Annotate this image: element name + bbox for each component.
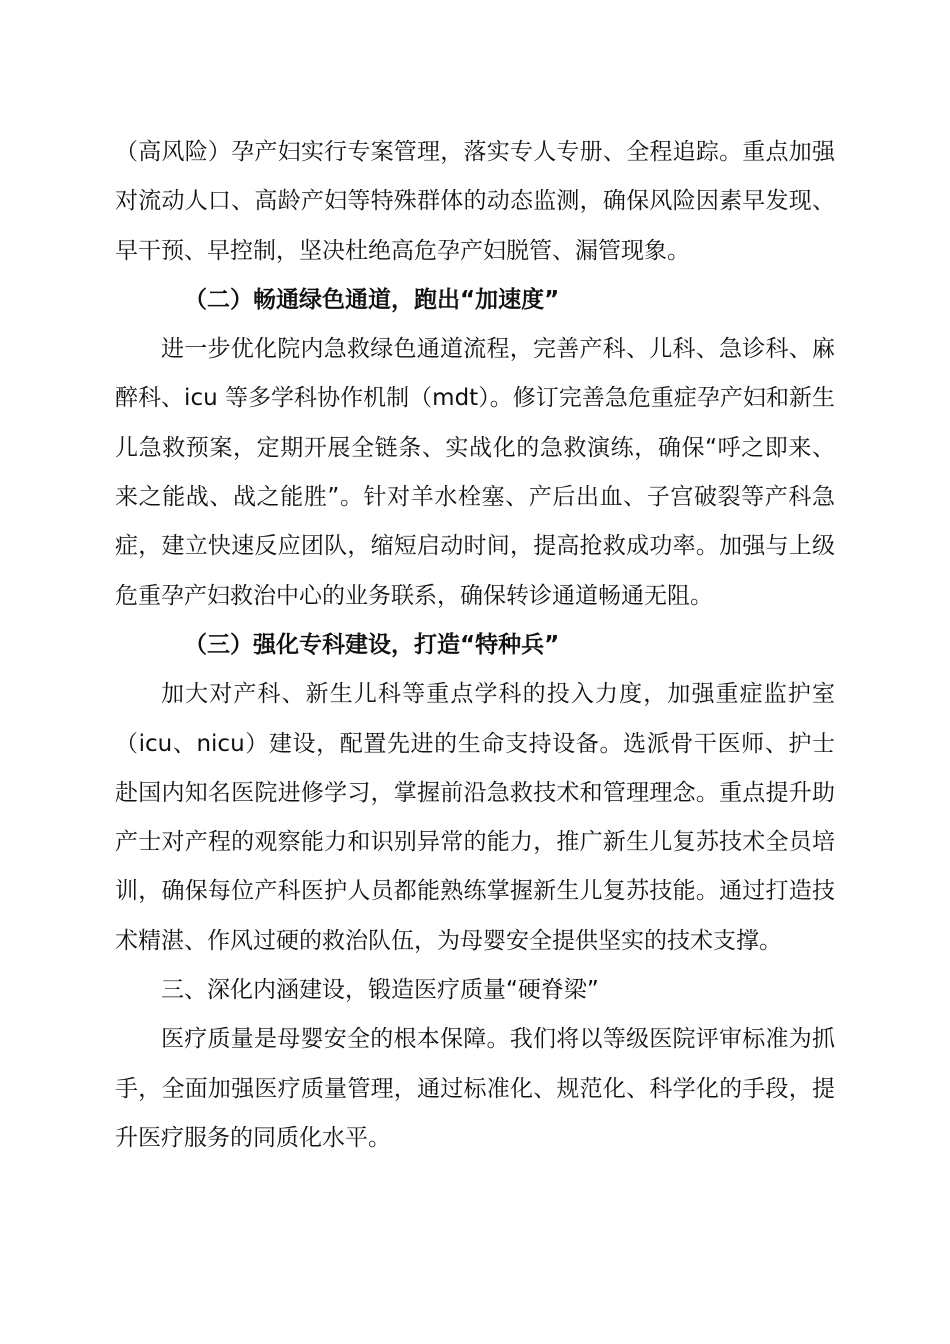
section-heading-quality: 三、深化内涵建设，锻造医疗质量“硬脊梁” — [161, 977, 599, 1004]
paragraph-continuation: （高风险）孕产妇实行专案管理，落实专人专册、全程追踪。重点加强对流动人口、高龄产妇等特殊群体的动态监测，确保风险因素早发现、早干预、早控制，坚决杜绝高危孕产妇脱管、漏管现象。 — [115, 139, 835, 264]
document-body — [115, 128, 835, 1163]
paragraph-quality: 医疗质量是母婴安全的根本保障。我们将以等级医院评审标准为抓手，全面加强医疗质量管理，通过标准化、规范化、科学化的手段，提升医疗服务的同质化水平。 — [115, 1026, 835, 1151]
paragraph-green-channel: 进一步优化院内急救绿色通道流程，完善产科、儿科、急诊科、麻醉科、icu 等多学科协作机制（mdt）。修订完善急危重症孕产妇和新生儿急救预案，定期开展全链条、实战化的急救演练，确保“呼之即来、来之能战、战之能胜”。针对羊水栓塞、产后出血、子宫破裂等产科急症，建立快速反应团队，缩短启动时间，提高抢救成功率。加强与上级危重孕产妇救治中心的业务联系，确保转诊通道畅通无阻。 — [115, 336, 835, 609]
paragraph-specialty-building: 加大对产科、新生儿科等重点学科的投入力度，加强重症监护室（icu、nicu）建设，配置先进的生命支持设备。选派骨干医师、护士赴国内知名医院进修学习，掌握前沿急救技术和管理理念。重点提升助产士对产程的观察能力和识别异常的能力，推广新生儿复苏技术全员培训，确保每位产科医护人员都能熟练掌握新生儿复苏技能。通过打造技术精湛、作风过硬的救治队伍，为母婴安全提供坚实的技术支撑。 — [115, 681, 835, 954]
subheading-specialty-building: （三）强化专科建设，打造“特种兵” — [184, 631, 560, 658]
subheading-green-channel: （二）畅通绿色通道，跑出“加速度” — [184, 286, 560, 313]
